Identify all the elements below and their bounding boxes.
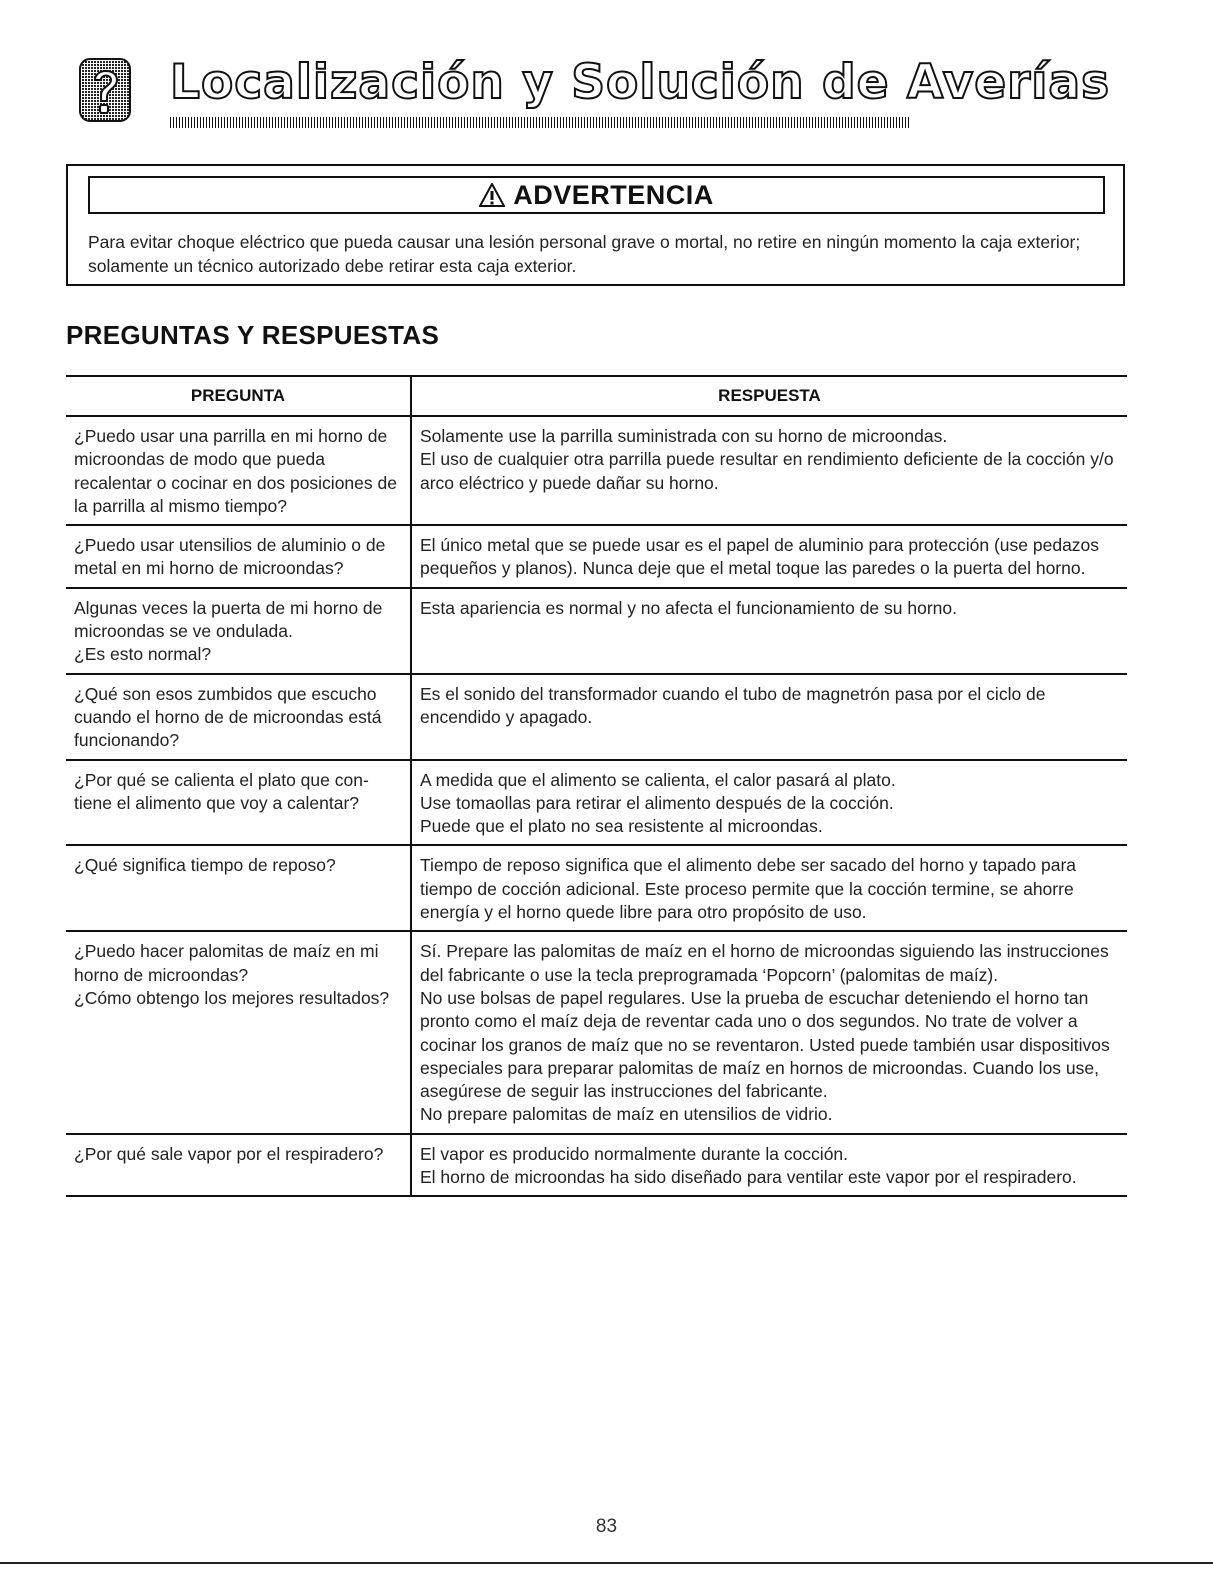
page-title: Localización y Solución de Averías	[170, 55, 1111, 110]
answer-text: Tiempo de reposo significa que el alimento debe ser sacado del horno y tapado para tiempo de cocción adicional. Este proceso permite que la cocción termine, se ahorre energía y el horno quede libre para otro propósito de uso.	[420, 855, 1077, 923]
answer-cell	[411, 525, 1127, 588]
answer-text: Esta apariencia es normal y no afecta el funcionamiento de su horno.	[420, 597, 957, 618]
table-row	[66, 760, 1127, 846]
question-mark-icon	[79, 58, 131, 122]
answer-text: No use bolsas de papel regulares. Use la prueba de escuchar deteniendo el horno tan pronto como el maíz deja de reventar cada uno o dos segundos. No trate de volver a cocinar los granos de maíz que no se reventaron. Usted puede también usar dispositivos especiales para preparar palomitas de maíz en hornos de microondas. Cuando los use, asegúrese de seguir las instrucciones del fabricante.	[420, 987, 1110, 1102]
question-cell	[66, 760, 411, 846]
question-cell	[66, 931, 411, 1133]
table-row	[66, 588, 1127, 674]
question-cell	[66, 674, 411, 760]
question-text: ¿Puedo hacer palomitas de maíz en mi horno de microondas?	[74, 941, 379, 985]
warning-triangle-icon	[479, 183, 505, 207]
answer-text: El único metal que se puede usar es el papel de aluminio para protección (use pedazos pequeños y planos). Nunca deje que el metal toque las paredes o la puerta del horno.	[420, 535, 1100, 579]
answer-cell	[411, 674, 1127, 760]
question-text: ¿Es esto normal?	[74, 644, 212, 665]
question-cell	[66, 1134, 411, 1197]
table-row	[66, 931, 1127, 1133]
table-row	[66, 1134, 1127, 1197]
answer-cell	[411, 588, 1127, 674]
section-heading: PREGUNTAS Y RESPUESTAS	[66, 320, 440, 350]
column-header-question: PREGUNTA	[66, 376, 411, 416]
table-row	[66, 845, 1127, 931]
qa-table	[66, 375, 1127, 1197]
warning-header	[88, 176, 1105, 214]
answer-text: El uso de cualquier otra parrilla puede resultar en rendimiento deficiente de la cocción y/o arco eléctrico y puede dañar su horno.	[420, 449, 1114, 493]
answer-cell	[411, 1134, 1127, 1197]
answer-text: Es el sonido del transformador cuando el tubo de magnetrón pasa por el ciclo de encendido y apagado.	[420, 683, 1046, 727]
page-number: 83	[595, 1516, 618, 1537]
answer-cell	[411, 931, 1127, 1133]
answer-text: El horno de microondas ha sido diseñado para ventilar este vapor por el respiradero.	[420, 1167, 1077, 1188]
question-text: ¿Qué significa tiempo de reposo?	[74, 855, 336, 876]
answer-text: Use tomaollas para retirar el alimento después de la cocción.	[420, 792, 894, 813]
warning-title: ADVERTENCIA	[513, 179, 714, 210]
answer-text: A medida que el alimento se calienta, el calor pasará al plato.	[420, 769, 896, 790]
title-underline	[170, 117, 910, 128]
table-row	[66, 674, 1127, 760]
warning-text: Para evitar choque eléctrico que pueda causar una lesión personal grave o mortal, no retire en ningún momento la caja exterior; solamente un técnico autorizado debe retirar esta caja exterior.	[88, 232, 1081, 276]
question-text: ¿Puedo usar una parrilla en mi horno de microondas de modo que pueda recalentar o cocinar en dos posiciones de la parrilla al mismo tiempo?	[74, 426, 397, 516]
answer-cell	[411, 760, 1127, 846]
question-text: ¿Qué son esos zumbidos que escucho cuando el horno de de microondas está funcionando?	[74, 683, 382, 751]
question-text: ¿Por qué sale vapor por el respiradero?	[74, 1143, 384, 1164]
answer-text: Solamente use la parrilla suministrada con su horno de microondas.	[420, 426, 948, 446]
answer-text: Puede que el plato no sea resistente al microondas.	[420, 816, 823, 837]
answer-cell	[411, 416, 1127, 525]
footer-rule	[0, 1562, 1213, 1564]
table-header-row	[66, 376, 1127, 416]
question-cell	[66, 845, 411, 931]
question-cell	[66, 416, 411, 525]
answer-text: Sí. Prepare las palomitas de maíz en el horno de microondas siguiendo las instrucciones del fabricante o use la tecla preprogramada ‘Popcorn’ (palomitas de maíz).	[420, 941, 1109, 985]
question-cell	[66, 588, 411, 674]
warning-box	[66, 164, 1125, 286]
column-header-answer: RESPUESTA	[411, 376, 1127, 416]
question-text: ¿Por qué se calienta el plato que con-tiene el alimento que voy a calentar?	[74, 769, 369, 813]
table-row	[66, 416, 1127, 525]
question-text: Algunas veces la puerta de mi horno de microondas se ve ondulada.	[74, 597, 383, 642]
question-text: ¿Cómo obtengo los mejores resultados?	[74, 987, 390, 1008]
table-row	[66, 525, 1127, 588]
answer-text: No prepare palomitas de maíz en utensilios de vidrio.	[420, 1104, 833, 1125]
qa-table-body	[66, 416, 1127, 1196]
answer-cell	[411, 845, 1127, 931]
answer-text: El vapor es producido normalmente durante la cocción.	[420, 1143, 849, 1164]
question-text: ¿Puedo usar utensilios de aluminio o de metal en mi horno de microondas?	[74, 535, 386, 579]
question-cell	[66, 525, 411, 588]
